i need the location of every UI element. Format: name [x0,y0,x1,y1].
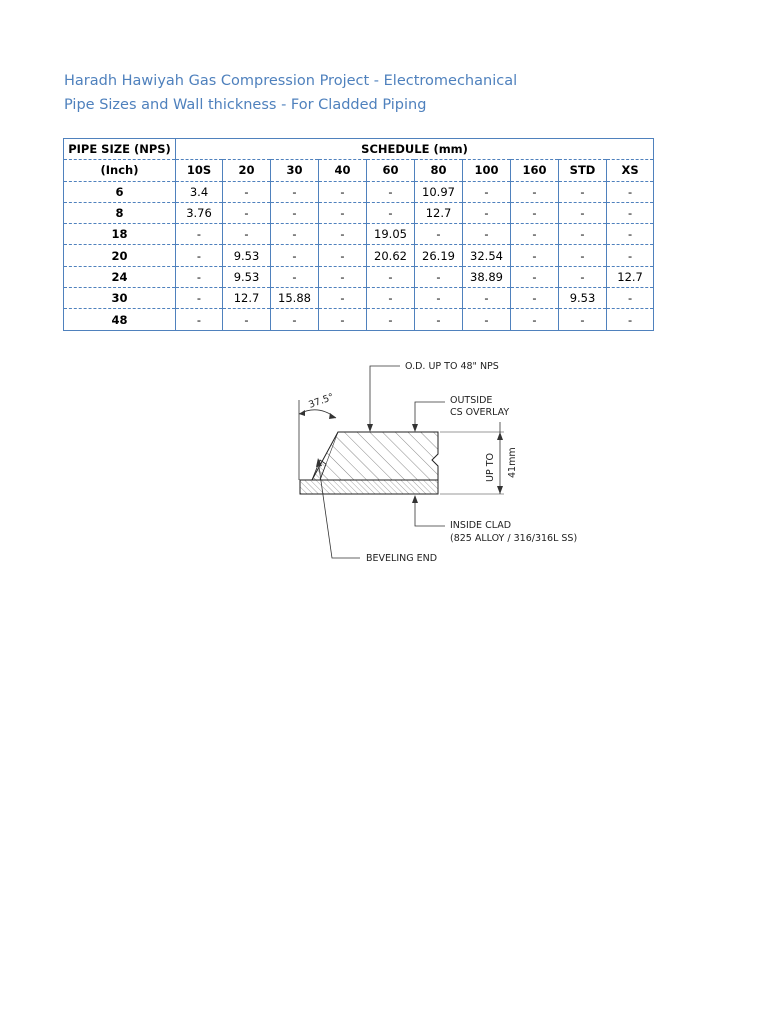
thickness-cell: - [607,224,654,245]
thickness-cell: - [271,202,319,223]
cladded-pipe-bevel-drawing [290,352,630,572]
thickness-arrow-top [497,432,503,440]
thickness-cell: 15.88 [271,288,319,309]
thickness-cell: - [415,266,463,287]
thickness-cell: - [176,266,223,287]
thickness-cell: - [367,202,415,223]
document-title: Haradh Hawiyah Gas Compression Project - Electromechanical [64,73,518,89]
thickness-cell: - [319,266,367,287]
thickness-cell: - [367,266,415,287]
angle-arrow-left [299,410,305,416]
thickness-cell: - [319,245,367,266]
thickness-cell: - [463,288,511,309]
thickness-cell: - [511,245,559,266]
thickness-cell: - [463,202,511,223]
pipe-size-cell: 20 [64,245,176,266]
thickness-cell: - [559,224,607,245]
thickness-cell: - [319,202,367,223]
pipe-size-cell: 24 [64,266,176,287]
thickness-label-line2: 41mm [507,447,518,478]
thickness-cell: - [607,181,654,202]
thickness-cell: 26.19 [415,245,463,266]
thickness-cell: - [367,181,415,202]
table-row [64,309,654,330]
thickness-cell: 19.05 [367,224,415,245]
pipe-size-cell: 18 [64,224,176,245]
thickness-cell: - [559,181,607,202]
thickness-cell: - [559,202,607,223]
thickness-cell: - [511,202,559,223]
table-row [64,266,654,287]
thickness-cell: - [511,181,559,202]
schedule-column-header: XS [607,160,654,181]
table-row [64,288,654,309]
outside-overlay-leader [415,402,445,430]
thickness-cell: 3.76 [176,202,223,223]
pipe-size-unit: (Inch) [64,160,176,181]
thickness-cell: - [319,224,367,245]
thickness-cell: - [415,288,463,309]
thickness-cell: 32.54 [463,245,511,266]
thickness-cell: - [463,181,511,202]
outside-label-line1: OUTSIDE [450,395,493,406]
thickness-cell: - [463,309,511,330]
inside-clad-leader [415,496,445,526]
thickness-cell: - [511,224,559,245]
thickness-cell: - [607,202,654,223]
outside-overlay-arrow [412,424,418,432]
table-row [64,181,654,202]
thickness-cell: - [607,309,654,330]
pipe-size-header: PIPE SIZE (NPS) [64,139,176,160]
thickness-cell: - [223,309,271,330]
thickness-cell: - [415,309,463,330]
table-row [64,224,654,245]
thickness-cell: - [511,288,559,309]
thickness-cell: - [511,309,559,330]
thickness-cell: - [271,224,319,245]
thickness-cell: - [271,245,319,266]
thickness-cell: 38.89 [463,266,511,287]
schedule-columns-row [64,160,654,181]
thickness-cell: 10.97 [415,181,463,202]
thickness-cell: - [176,245,223,266]
thickness-label-line1: UP TO [485,453,496,482]
thickness-cell: 9.53 [223,245,271,266]
thickness-cell: - [559,245,607,266]
od-arrow [367,424,373,432]
thickness-cell: 20.62 [367,245,415,266]
thickness-cell: - [271,266,319,287]
thickness-cell: - [176,224,223,245]
thickness-cell: - [463,224,511,245]
schedule-column-header: 160 [511,160,559,181]
thickness-cell: - [367,288,415,309]
thickness-cell: 9.53 [559,288,607,309]
schedule-column-header: 40 [319,160,367,181]
thickness-cell: - [607,288,654,309]
od-label: O.D. UP TO 48" NPS [405,361,499,372]
thickness-cell: 3.4 [176,181,223,202]
schedule-column-header: 20 [223,160,271,181]
table-row [64,245,654,266]
thickness-cell: - [607,245,654,266]
cs-pipe-wall [312,432,438,480]
pipe-size-cell: 6 [64,181,176,202]
thickness-cell: 9.53 [223,266,271,287]
inside-clad-layer [300,480,438,494]
inside-clad-arrow [412,495,418,503]
table-row [64,202,654,223]
thickness-cell: - [223,224,271,245]
thickness-cell: - [271,181,319,202]
thickness-cell: - [511,266,559,287]
thickness-cell: 12.7 [415,202,463,223]
schedule-header: SCHEDULE (mm) [176,139,654,160]
pipe-schedule-table [63,138,654,331]
thickness-cell: - [415,224,463,245]
thickness-cell: - [223,202,271,223]
outside-label-line2: CS OVERLAY [450,407,510,418]
pipe-size-cell: 30 [64,288,176,309]
thickness-cell: - [559,266,607,287]
schedule-column-header: 80 [415,160,463,181]
thickness-cell: - [223,181,271,202]
thickness-cell: - [319,309,367,330]
thickness-cell: - [319,181,367,202]
schedule-column-header: 30 [271,160,319,181]
thickness-cell: - [271,309,319,330]
pipe-size-cell: 48 [64,309,176,330]
inside-label-line1: INSIDE CLAD [450,520,512,531]
od-leader [370,366,400,430]
thickness-cell: - [176,288,223,309]
angle-arrow-right [329,413,336,419]
thickness-cell: - [176,309,223,330]
thickness-cell: 12.7 [223,288,271,309]
beveling-label: BEVELING END [366,553,438,564]
schedule-column-header: 60 [367,160,415,181]
thickness-cell: - [559,309,607,330]
angle-label: 37.5° [307,391,336,411]
schedule-column-header: 10S [176,160,223,181]
thickness-cell: 12.7 [607,266,654,287]
table-header-row [64,139,654,160]
schedule-column-header: 100 [463,160,511,181]
schedule-column-header: STD [559,160,607,181]
thickness-cell: - [367,309,415,330]
inside-label-line2: (825 ALLOY / 316/316L SS) [450,533,578,544]
thickness-arrow-bottom [497,486,503,494]
thickness-cell: - [319,288,367,309]
document-subtitle: Pipe Sizes and Wall thickness - For Cladded Piping [64,97,427,113]
pipe-size-cell: 8 [64,202,176,223]
